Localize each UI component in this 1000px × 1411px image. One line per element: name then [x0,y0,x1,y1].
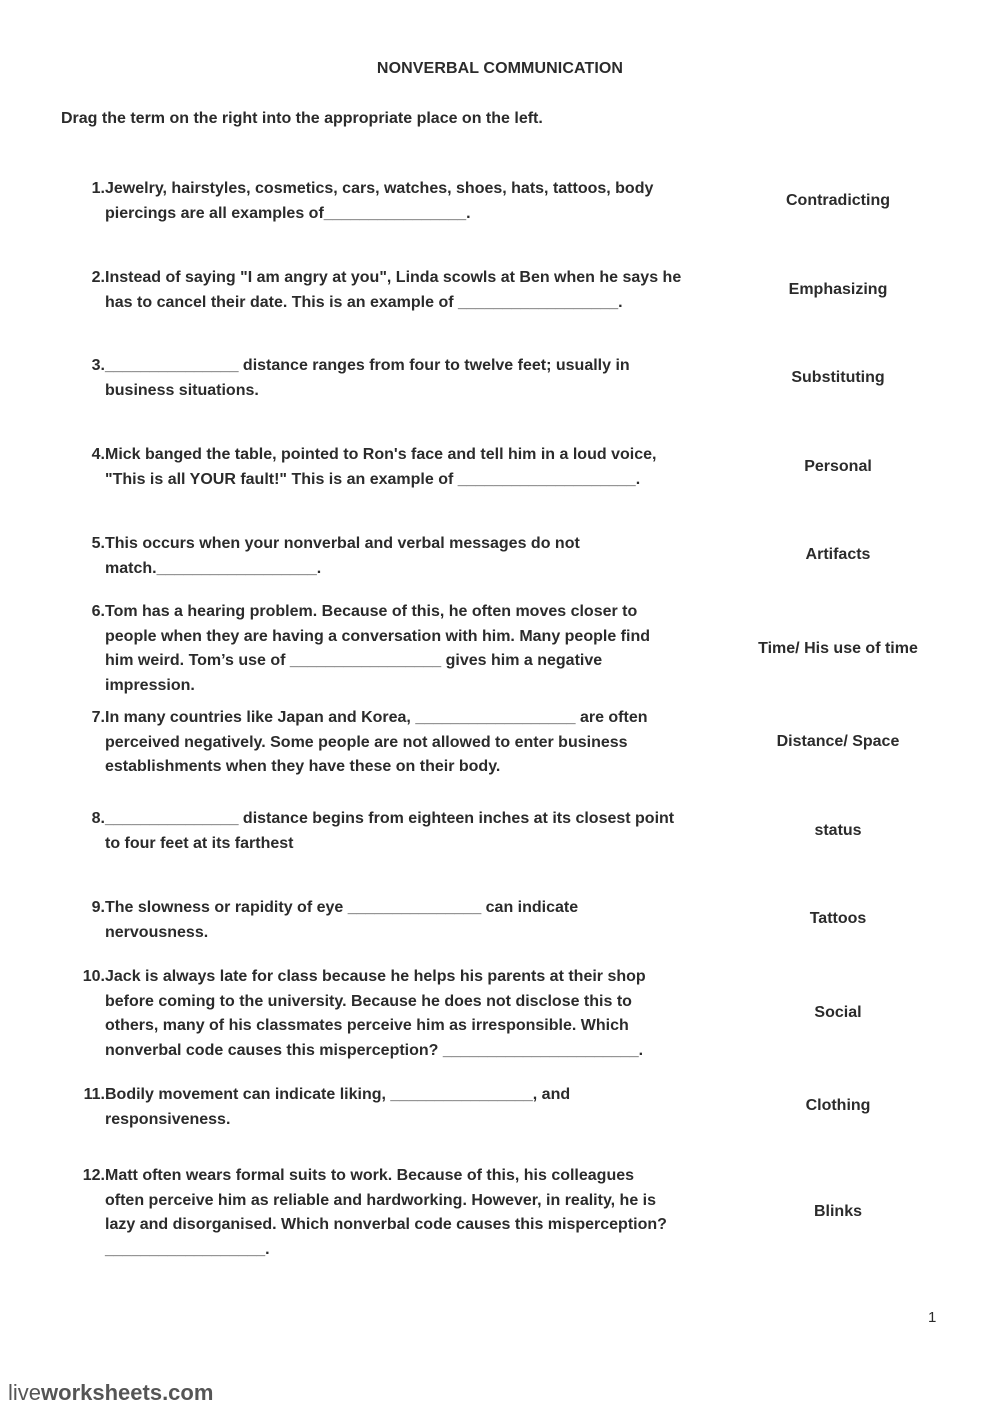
question-number: 5. [91,535,105,552]
term-time[interactable]: Time/ His use of time [758,640,918,657]
term-artifacts[interactable]: Artifacts [805,546,871,563]
question-11 [70,1083,735,1132]
term-blinks[interactable]: Blinks [813,1203,862,1220]
question-3 [70,354,735,403]
question-text[interactable]: This occurs when your nonverbal and verbal messages do not match.__________________. [105,535,580,577]
question-number: 11. [83,1086,105,1103]
page-number: 1 [928,1309,937,1326]
page-title: NONVERBAL COMMUNICATION [376,60,624,77]
question-text[interactable]: Instead of saying "I am angry at you", Linda scowls at Ben when he says he has to cancel their date. This is an example of __________________. [105,269,682,311]
question-text[interactable]: Mick banged the table, pointed to Ron's face and tell him in a loud voice, "This is all YOUR fault!" This is an example of ____________________. [105,446,657,488]
question-9 [70,896,735,945]
question-5 [70,532,735,581]
question-8 [70,807,735,856]
question-text[interactable]: _______________ distance ranges from four to twelve feet; usually in business situations. [105,357,630,399]
logo-live: live [8,1380,42,1405]
term-substituting[interactable]: Substituting [791,369,885,386]
instructions: Drag the term on the right into the appropriate place on the left. [61,110,543,127]
question-number: 2. [91,269,105,286]
question-10 [70,965,735,1063]
term-clothing[interactable]: Clothing [805,1097,871,1114]
question-number: 12. [82,1167,105,1184]
term-social[interactable]: Social [814,1004,862,1021]
term-tattoos[interactable]: Tattoos [809,910,867,927]
question-6 [70,600,735,698]
question-text[interactable]: Jewelry, hairstyles, cosmetics, cars, watches, shoes, hats, tattoos, body piercings are all examples of________________. [105,180,654,222]
question-text[interactable]: Jack is always late for class because he helps his parents at their shop before coming to the university. Because he does not disclose this to others, many of his classmates perceive him as irresponsible. Which nonverbal code causes this misperception? ______________________. [105,968,646,1059]
question-4 [70,443,735,492]
term-emphasizing[interactable]: Emphasizing [788,281,888,298]
question-number: 3. [91,357,105,374]
question-12 [70,1164,735,1262]
question-number: 7. [91,709,105,726]
question-number: 6. [91,603,105,620]
logo-worksheets: worksheets.com [41,1380,214,1405]
question-text[interactable]: Matt often wears formal suits to work. Because of this, his colleagues often perceive him as reliable and hardworking. However, in reality, he is lazy and disorganised. Which nonverbal code causes this misperception? __________________. [105,1167,667,1258]
question-text[interactable]: The slowness or rapidity of eye _______________ can indicate nervousness. [105,899,579,941]
question-1 [70,177,735,226]
term-status[interactable]: status [814,822,862,839]
term-personal[interactable]: Personal [804,458,872,475]
term-distance-space[interactable]: Distance/ Space [776,733,900,750]
liveworksheets-logo [8,1380,213,1406]
question-number: 1. [91,180,105,197]
question-number: 10. [82,968,105,985]
question-number: 4. [91,446,105,463]
question-2 [70,266,735,315]
term-contradicting[interactable]: Contradicting [786,192,890,209]
question-text[interactable]: _______________ distance begins from eighteen inches at its closest point to four feet at its farthest [105,810,675,852]
question-number: 9. [91,899,105,916]
question-number: 8. [91,810,105,827]
question-text[interactable]: In many countries like Japan and Korea, __________________ are often perceived negatively. Some people are not allowed to enter business establishments when they have these on their body. [105,709,648,776]
question-7 [70,706,735,780]
question-text[interactable]: Bodily movement can indicate liking, ________________, and responsiveness. [105,1086,571,1128]
question-text[interactable]: Tom has a hearing problem. Because of this, he often moves closer to people when they are having a conversation with him. Many people find him weird. Tom’s use of _________________ gives him a negative impression. [105,603,650,694]
